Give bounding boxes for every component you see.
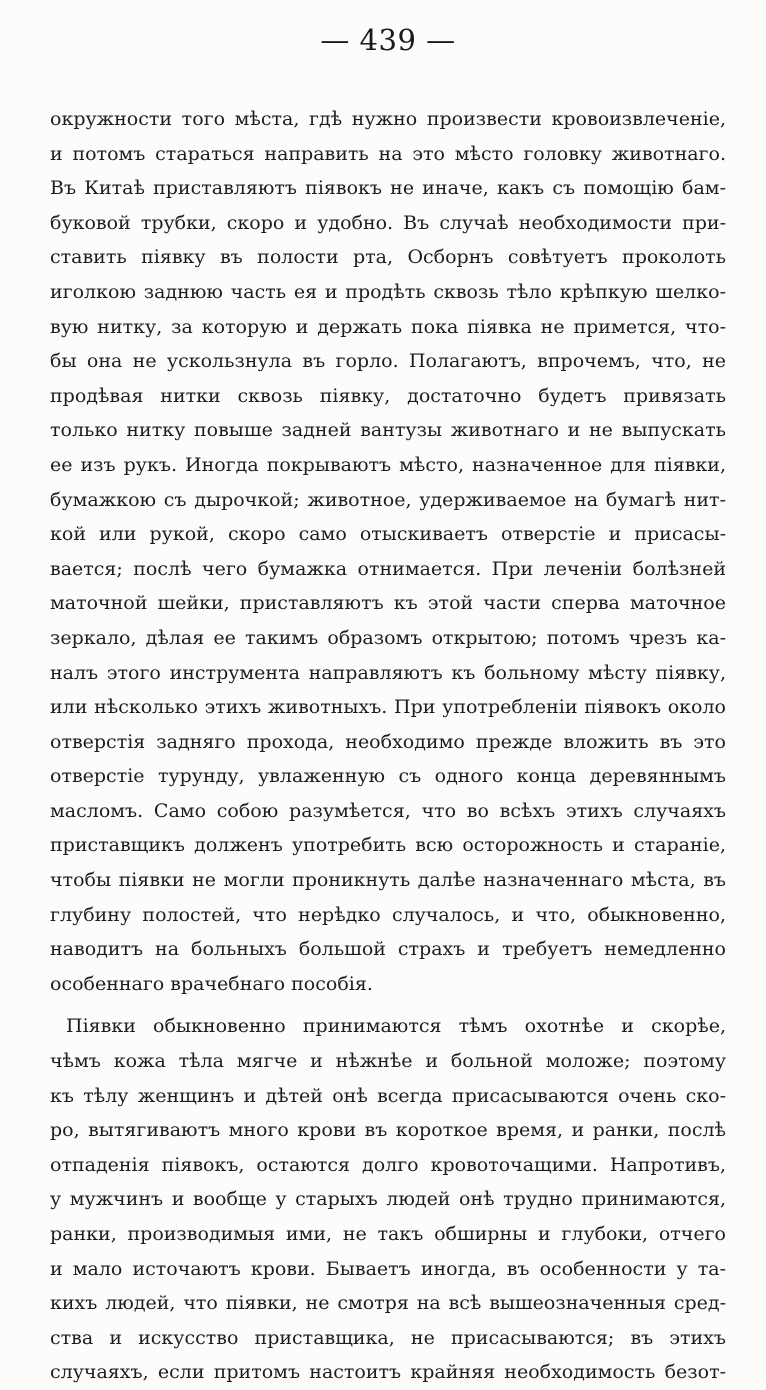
text-line: продѣвая нитки сквозь пiявку, достаточно будетъ привязать: [50, 384, 726, 407]
text-line: приставщикъ долженъ употребить всю осторожность и старанiе,: [50, 834, 726, 857]
text-line: ства и искусство приставщика, не присасываются; въ этихъ: [50, 1326, 726, 1349]
text-line: особеннаго врачебнаго пособiя.: [50, 972, 373, 995]
text-line: кихъ людей, что пiявки, не смотря на всѣ вышеозначенныя сред-: [50, 1292, 726, 1315]
text-line: ставить пiявку въ полости рта, Осборнъ совѣтуетъ проколоть: [50, 246, 726, 269]
text-line: и потомъ стараться направить на это мѣсто головку животнаго.: [50, 142, 726, 165]
text-line: чѣмъ кожа тѣла мягче и нѣжнѣе и больной моложе; поэтому: [50, 1050, 726, 1073]
text-line: вается; послѣ чего бумажка отнимается. При леченiи болѣзней: [50, 557, 726, 580]
text-line: иголкою заднюю часть ея и продѣть сквозь тѣло крѣпкую шелко-: [50, 280, 726, 303]
paragraph-1: [50, 102, 726, 1001]
text-line: буковой трубки, скоро и удобно. Въ случаѣ необходимости при-: [50, 211, 726, 234]
text-line: налъ этого инструмента направляютъ къ больному мѣсту пiявку,: [50, 661, 726, 684]
text-line: и мало источаютъ крови. Бываетъ иногда, въ особенности у та-: [50, 1257, 726, 1280]
text-line: случаяхъ, если притомъ настоитъ крайняя необходимость безот-: [50, 1361, 726, 1384]
text-line: бумажкою съ дырочкой; животное, удерживаемое на бумагѣ нит-: [50, 488, 726, 511]
text-line: у мужчинъ и вообще у старыхъ людей онѣ трудно принимаются,: [50, 1188, 726, 1211]
page-number: — 439 —: [320, 23, 456, 57]
text-line: чтобы пiявки не могли проникнуть далѣе назначеннаго мѣста, въ: [50, 869, 726, 892]
text-line: ро, вытягиваютъ много крови въ короткое время, и ранки, послѣ: [50, 1119, 726, 1142]
text-line: глубину полостей, что нерѣдко случалось, и что, обыкновенно,: [50, 903, 726, 926]
text-line: окружности того мѣста, гдѣ нужно произвести кровоизвлеченiе,: [50, 108, 726, 130]
text-line: ранки, производимыя ими, не такъ обширны и глубоки, отчего: [50, 1223, 726, 1245]
text-line: вую нитку, за которую и держать пока пiявка не примется, что-: [50, 315, 726, 338]
text-line: бы она не ускользнула въ горло. Полагаютъ, впрочемъ, что, не: [50, 350, 726, 373]
text-line: масломъ. Само собою разумѣется, что во всѣхъ этихъ случаяхъ: [50, 799, 726, 822]
text-line: наводитъ на больныхъ большой страхъ и требуетъ немедленно: [50, 938, 726, 961]
text-line: ее изъ рукъ. Иногда покрываютъ мѣсто, назначенное для пiявки,: [50, 453, 726, 476]
text-line: къ тѣлу женщинъ и дѣтей онѣ всегда присасываются очень ско-: [50, 1084, 726, 1107]
text-line: маточной шейки, приставляютъ къ этой части сперва маточное: [50, 592, 726, 615]
text-line: кой или рукой, скоро само отыскиваетъ отверстiе и присасы-: [50, 523, 726, 546]
text-line: Въ Китаѣ приставляютъ пiявокъ не иначе, какъ съ помощiю бам-: [50, 177, 726, 200]
text-line: Пiявки обыкновенно принимаются тѣмъ охотнѣе и скорѣе,: [66, 1015, 726, 1038]
text-line: или нѣсколько этихъ животныхъ. При употребленiи пiявокъ около: [50, 696, 726, 719]
text-line: отверстiя задняго прохода, необходимо прежде вложить въ это: [50, 730, 726, 753]
paragraph-2: [50, 1009, 726, 1390]
text-line: зеркало, дѣлая ее такимъ образомъ открытою; потомъ чрезъ ка-: [50, 626, 726, 649]
text-line: только нитку повыше задней вантузы животнаго и не выпускать: [50, 419, 726, 442]
text-line: отверстiе турунду, увлаженную съ одного конца деревяннымъ: [50, 765, 726, 788]
text-line: отпаденiя пiявокъ, остаются долго кровоточащими. Напротивъ,: [50, 1153, 726, 1176]
